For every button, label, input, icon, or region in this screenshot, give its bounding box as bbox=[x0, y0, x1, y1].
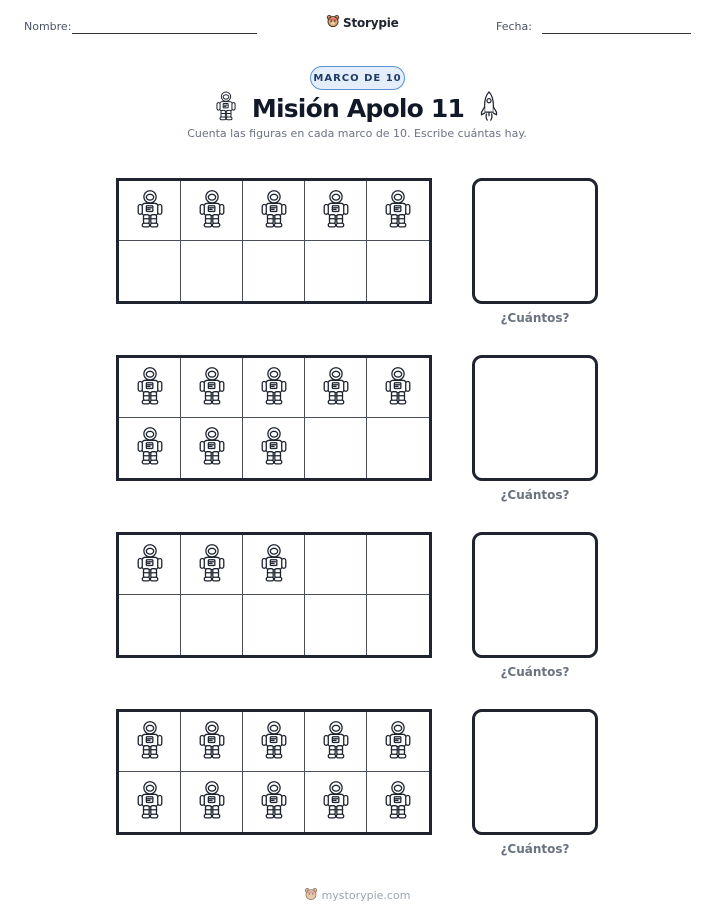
astronaut-icon bbox=[385, 720, 411, 764]
astronaut-icon bbox=[199, 426, 225, 470]
ten-frame bbox=[116, 709, 432, 835]
frame-cell bbox=[243, 595, 305, 655]
astronaut-icon bbox=[199, 780, 225, 824]
answer-box[interactable] bbox=[472, 178, 598, 304]
bear-icon bbox=[304, 886, 318, 905]
answer-label: ¿Cuántos? bbox=[500, 311, 570, 325]
frame-cell bbox=[119, 241, 181, 301]
frame-cell bbox=[119, 358, 181, 418]
frame-cell bbox=[367, 418, 429, 478]
ten-frame bbox=[116, 532, 432, 658]
astronaut-icon bbox=[323, 780, 349, 824]
footer-url: mystorypie.com bbox=[321, 889, 411, 902]
frame-cell bbox=[181, 535, 243, 595]
frame-cell bbox=[243, 712, 305, 772]
category-badge: MARCO DE 10 bbox=[310, 66, 405, 90]
frame-cell bbox=[119, 595, 181, 655]
frame-cell bbox=[305, 181, 367, 241]
frame-cell bbox=[305, 358, 367, 418]
name-label: Nombre: bbox=[24, 20, 72, 33]
frame-cell bbox=[243, 535, 305, 595]
astronaut-icon bbox=[261, 720, 287, 764]
frame-cell bbox=[367, 595, 429, 655]
astronaut-icon bbox=[137, 720, 163, 764]
instructions: Cuenta las figuras en cada marco de 10. Escribe cuántas hay. bbox=[187, 127, 527, 140]
frame-cell bbox=[181, 595, 243, 655]
astronaut-icon bbox=[385, 366, 411, 410]
frame-cell bbox=[305, 418, 367, 478]
footer bbox=[0, 886, 714, 905]
frame-cell bbox=[367, 712, 429, 772]
ten-frame bbox=[116, 178, 432, 304]
frame-cell bbox=[367, 358, 429, 418]
frame-cell bbox=[119, 181, 181, 241]
frame-cell bbox=[181, 772, 243, 832]
frame-cell bbox=[243, 772, 305, 832]
frame-cell bbox=[367, 241, 429, 301]
astronaut-icon bbox=[323, 366, 349, 410]
ten-frame bbox=[116, 355, 432, 481]
astronaut-icon bbox=[261, 780, 287, 824]
name-line bbox=[72, 33, 257, 34]
date-line bbox=[542, 33, 691, 34]
frame-cell bbox=[181, 418, 243, 478]
astronaut-icon bbox=[199, 720, 225, 764]
answer-label: ¿Cuántos? bbox=[500, 488, 570, 502]
frame-cell bbox=[305, 595, 367, 655]
answer-box[interactable] bbox=[472, 355, 598, 481]
frame-cell bbox=[119, 712, 181, 772]
frame-cell bbox=[305, 712, 367, 772]
frame-cell bbox=[367, 181, 429, 241]
astronaut-icon bbox=[385, 189, 411, 233]
frame-cell bbox=[305, 535, 367, 595]
frame-cell bbox=[243, 358, 305, 418]
astronaut-icon bbox=[137, 366, 163, 410]
astronaut-icon bbox=[216, 91, 236, 125]
astronaut-icon bbox=[261, 426, 287, 470]
frame-cell bbox=[181, 181, 243, 241]
answer-label: ¿Cuántos? bbox=[500, 665, 570, 679]
frame-cell bbox=[119, 418, 181, 478]
worksheet-header bbox=[0, 0, 714, 50]
frame-cell bbox=[367, 772, 429, 832]
frame-cell bbox=[367, 535, 429, 595]
frame-cell bbox=[181, 712, 243, 772]
frame-cell bbox=[119, 535, 181, 595]
frame-cell bbox=[181, 241, 243, 301]
astronaut-icon bbox=[323, 720, 349, 764]
astronaut-icon bbox=[385, 780, 411, 824]
frame-cell bbox=[119, 772, 181, 832]
page-title: Misión Apolo 11 bbox=[251, 93, 465, 123]
answer-box[interactable] bbox=[472, 532, 598, 658]
astronaut-icon bbox=[137, 426, 163, 470]
frame-cell bbox=[243, 181, 305, 241]
rocket-icon bbox=[480, 91, 498, 125]
astronaut-icon bbox=[199, 366, 225, 410]
frame-cell bbox=[243, 241, 305, 301]
astronaut-icon bbox=[137, 189, 163, 233]
astronaut-icon bbox=[199, 189, 225, 233]
astronaut-icon bbox=[137, 780, 163, 824]
title-row bbox=[0, 90, 714, 126]
frame-cell bbox=[181, 358, 243, 418]
bear-icon bbox=[326, 13, 340, 32]
answer-box[interactable] bbox=[472, 709, 598, 835]
answer-label: ¿Cuántos? bbox=[500, 842, 570, 856]
brand-name: Storypie bbox=[343, 15, 399, 30]
date-label: Fecha: bbox=[496, 20, 532, 33]
astronaut-icon bbox=[261, 189, 287, 233]
astronaut-icon bbox=[137, 543, 163, 587]
frame-cell bbox=[305, 772, 367, 832]
frame-cell bbox=[243, 418, 305, 478]
astronaut-icon bbox=[199, 543, 225, 587]
astronaut-icon bbox=[261, 543, 287, 587]
brand-logo bbox=[326, 13, 399, 32]
astronaut-icon bbox=[323, 189, 349, 233]
astronaut-icon bbox=[261, 366, 287, 410]
frame-cell bbox=[305, 241, 367, 301]
